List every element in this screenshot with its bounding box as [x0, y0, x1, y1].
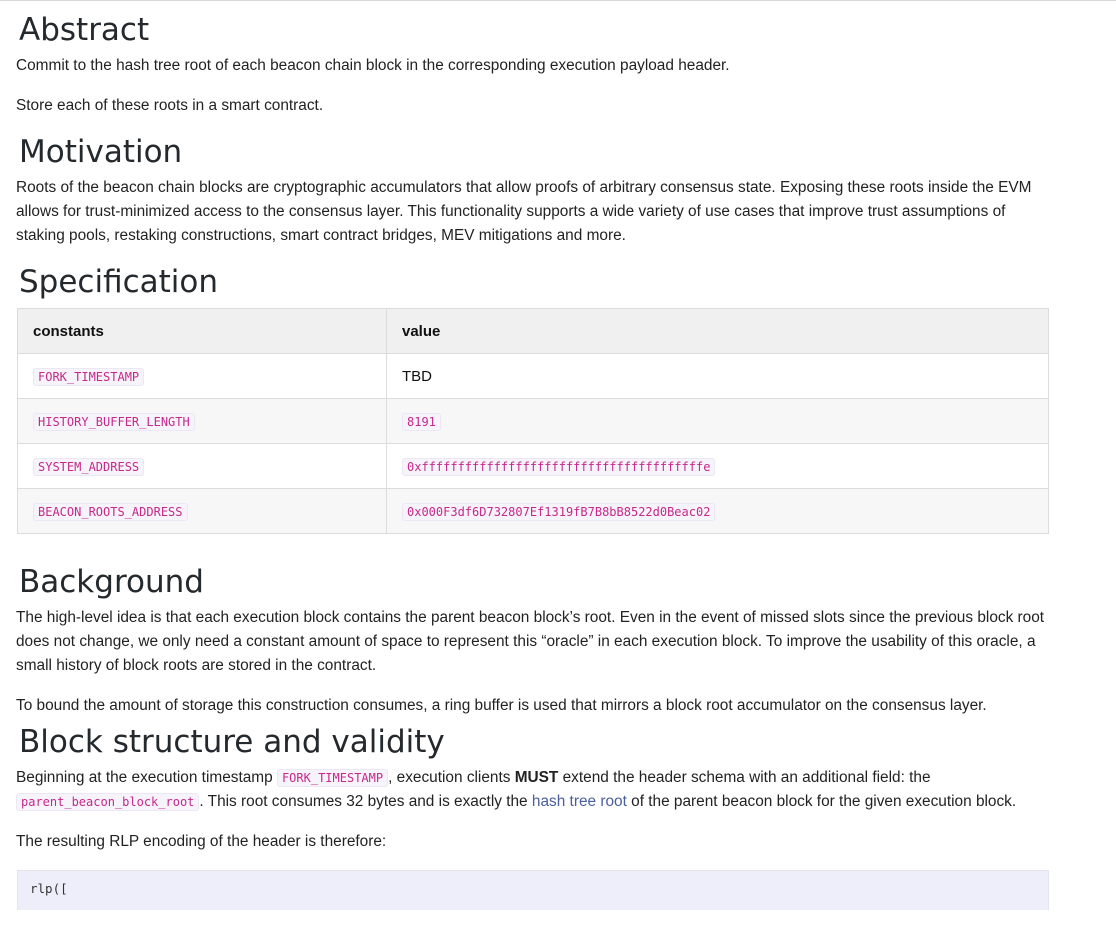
constant-code: HISTORY_BUFFER_LENGTH: [33, 413, 195, 431]
constant-code: BEACON_ROOTS_ADDRESS: [33, 503, 188, 521]
table-cell-value: TBD: [387, 354, 1049, 399]
constants-table: [17, 308, 1049, 534]
block-structure-paragraph-1: [16, 766, 1048, 814]
fork-timestamp-code: FORK_TIMESTAMP: [277, 769, 388, 787]
text-span: . This root consumes 32 bytes and is exactly the: [199, 793, 532, 810]
table-cell-constant: [18, 444, 387, 489]
table-row: [18, 444, 1049, 489]
abstract-paragraph-1: Commit to the hash tree root of each beacon chain block in the corresponding execution payload header.: [16, 57, 730, 74]
block-structure-paragraph-2: The resulting RLP encoding of the header is therefore:: [16, 833, 387, 850]
rlp-code-block: rlp([: [17, 870, 1049, 910]
document-page: [0, 10, 1048, 910]
table-row: [18, 354, 1049, 399]
text-span: , execution clients: [388, 769, 515, 786]
background-heading: Background: [19, 564, 204, 600]
table-cell-constant: [18, 354, 387, 399]
value-code: 0xfffffffffffffffffffffffffffffffffffffffe: [402, 458, 715, 476]
value-code: 8191: [402, 413, 441, 431]
background-paragraph-1: The high-level idea is that each execution block contains the parent beacon block’s root. Even in the event of missed slots since the previous block root does not change, we only need a constant amount of space to represent this “oracle” in each execution block. To improve the usability of this oracle, a small history of block roots are stored in the contract.: [16, 609, 1045, 674]
table-header-row: [18, 309, 1049, 354]
background-paragraph-2: To bound the amount of storage this construction consumes, a ring buffer is used that mirrors a block root accumulator on the consensus layer.: [16, 697, 987, 714]
table-cell-value: [387, 444, 1049, 489]
specification-heading: Specification: [19, 264, 219, 300]
table-row: [18, 489, 1049, 534]
table-cell-constant: [18, 489, 387, 534]
block-structure-heading: Block structure and validity: [19, 724, 445, 760]
table-cell-value: [387, 399, 1049, 444]
text-span: of the parent beacon block for the given execution block.: [626, 793, 1017, 810]
table-header-value: value: [387, 309, 1049, 354]
motivation-heading: Motivation: [19, 134, 183, 170]
text-span: extend the header schema with an additional field: the: [558, 769, 931, 786]
constant-code: FORK_TIMESTAMP: [33, 368, 144, 386]
text-span: Beginning at the execution timestamp: [16, 769, 277, 786]
constant-code: SYSTEM_ADDRESS: [33, 458, 144, 476]
abstract-heading: Abstract: [19, 12, 150, 48]
table-cell-constant: [18, 399, 387, 444]
value-code: 0x000F3df6D732807Ef1319fB7B8bB8522d0Beac02: [402, 503, 715, 521]
table-header-constants: constants: [18, 309, 387, 354]
table-row: [18, 399, 1049, 444]
abstract-paragraph-2: Store each of these roots in a smart contract.: [16, 97, 324, 114]
motivation-paragraph: Roots of the beacon chain blocks are cryptographic accumulators that allow proofs of arbitrary consensus state. Exposing these roots inside the EVM allows for trust-minimized access to the consensus layer. This functionality supports a wide variety of use cases that improve trust assumptions of staking pools, restaking constructions, smart contract bridges, MEV mitigations and more.: [16, 179, 1032, 244]
parent-beacon-block-root-code: parent_beacon_block_root: [16, 793, 199, 811]
must-keyword: MUST: [514, 769, 559, 786]
table-cell-value: [387, 489, 1049, 534]
hash-tree-root-link[interactable]: hash tree root: [531, 793, 627, 810]
